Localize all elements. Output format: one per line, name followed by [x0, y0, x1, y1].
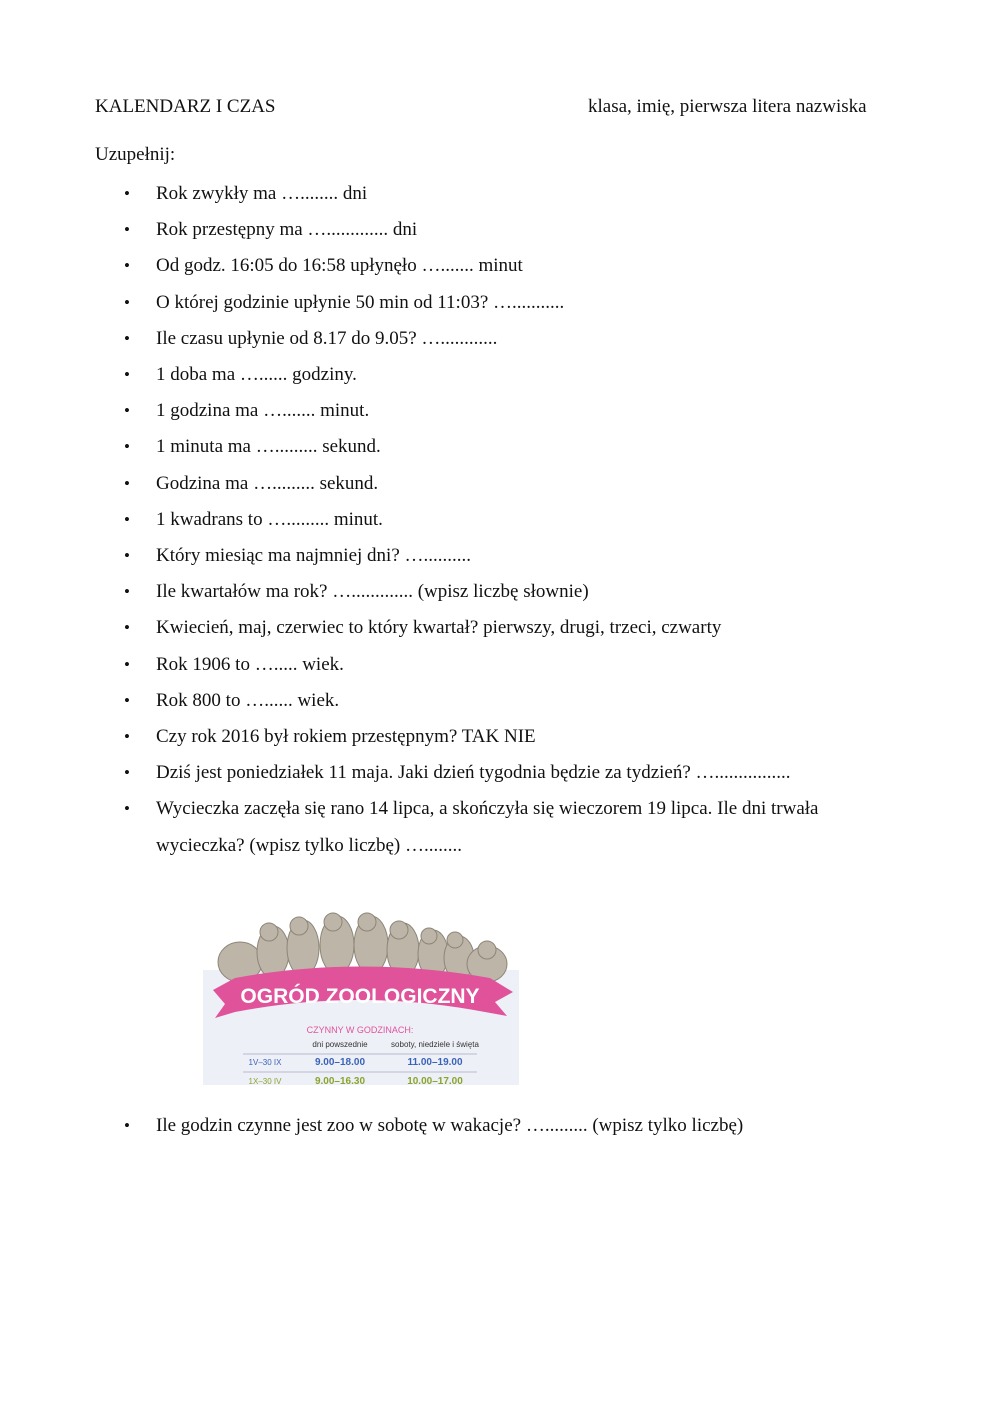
- hours-summer-weekdays: 9.00–18.00: [314, 1057, 366, 1068]
- bullet-icon: •: [124, 1116, 130, 1135]
- task-text: O której godzinie upłynie 50 min od 11:03? …...........: [156, 291, 565, 313]
- hours-subtitle: CZYNNY W GODZINACH:: [306, 1025, 414, 1035]
- task-item: [0, 357, 1000, 393]
- instruction-text: Uzupełnij:: [95, 144, 176, 165]
- bullet-icon: •: [124, 799, 130, 819]
- task-item: [0, 538, 1000, 574]
- bullet-icon: •: [124, 292, 130, 312]
- bullet-icon: •: [124, 328, 130, 348]
- task-text: 1 kwadrans to …......... minut.: [156, 508, 383, 530]
- bullet-icon: •: [124, 546, 130, 566]
- weekends-header: soboty, niedziele i święta: [391, 1040, 479, 1049]
- zoo-opening-hours-image: [195, 900, 525, 1090]
- final-task-list: [0, 1108, 1000, 1144]
- task-text: 1 doba ma …...... godziny.: [156, 364, 357, 386]
- task-text: Godzina ma …......... sekund.: [156, 472, 379, 494]
- task-text: 1 minuta ma …......... sekund.: [156, 436, 381, 458]
- bullet-icon: •: [124, 365, 130, 385]
- task-item: [0, 1108, 1000, 1144]
- bullet-icon: •: [124, 220, 130, 240]
- task-text: Wycieczka zaczęła się rano 14 lipca, a skończyła się wieczorem 19 lipca. Ile dni trwała wycieczka? (wpisz tylko liczbę) …........: [156, 798, 819, 856]
- task-text: Od godz. 16:05 do 16:58 upłynęło …....... minut: [156, 255, 523, 277]
- task-text: Dziś jest poniedziałek 11 maja. Jaki dzień tygodnia będzie za tydzień? …................: [156, 762, 791, 784]
- task-item: [0, 610, 1000, 646]
- worksheet-title: KALENDARZ I CZAS: [95, 96, 276, 117]
- bullet-icon: •: [124, 509, 130, 529]
- task-item: [0, 647, 1000, 683]
- task-item: [0, 466, 1000, 502]
- task-list: [0, 176, 1000, 864]
- task-item: [0, 285, 1000, 321]
- task-text: Rok przestępny ma …............. dni: [156, 219, 418, 241]
- task-item: [0, 502, 1000, 538]
- task-text: Który miesiąc ma najmniej dni? …..........: [156, 545, 472, 567]
- bullet-icon: •: [124, 473, 130, 493]
- student-name-field-label: klasa, imię, pierwsza litera nazwiska: [588, 96, 867, 117]
- bullet-icon: •: [124, 727, 130, 747]
- bullet-icon: •: [124, 763, 130, 783]
- task-text: Ile kwartałów ma rok? …............. (wpisz liczbę słownie): [156, 581, 589, 603]
- bullet-icon: •: [124, 618, 130, 638]
- hours-winter-weekdays: 9.00–16.30: [314, 1076, 366, 1087]
- task-item: [0, 212, 1000, 248]
- weekdays-header: dni powszednie: [312, 1040, 368, 1049]
- bullet-icon: •: [124, 582, 130, 602]
- task-item: [0, 429, 1000, 465]
- task-text: Czy rok 2016 był rokiem przestępnym? TAK NIE: [156, 726, 536, 748]
- bullet-icon: •: [124, 437, 130, 457]
- task-text: Rok 1906 to …..... wiek.: [156, 653, 344, 675]
- task-item: [0, 755, 1000, 791]
- bullet-icon: •: [124, 654, 130, 674]
- task-item: [0, 574, 1000, 610]
- task-text: Rok 800 to …...... wiek.: [156, 689, 340, 711]
- bullet-icon: •: [124, 690, 130, 710]
- bullet-icon: •: [124, 256, 130, 276]
- period-summer: 1V–30 IX: [248, 1058, 282, 1067]
- hours-summer-weekends: 11.00–19.00: [407, 1057, 463, 1068]
- task-item: [0, 719, 1000, 755]
- banner-title: OGRÓD ZOOLOGICZNY: [240, 985, 480, 1008]
- zoo-sign-graphic: [195, 900, 525, 1090]
- task-text: 1 godzina ma …....... minut.: [156, 400, 370, 422]
- task-text: Rok zwykły ma …........ dni: [156, 183, 368, 204]
- task-item: [0, 683, 1000, 719]
- task-item: [0, 248, 1000, 284]
- task-item: [0, 176, 1000, 212]
- task-text: Kwiecień, maj, czerwiec to który kwartał? pierwszy, drugi, trzeci, czwarty: [156, 617, 722, 639]
- task-item: [0, 791, 1000, 863]
- bullet-icon: •: [124, 184, 130, 203]
- task-text: Ile czasu upłynie od 8.17 do 9.05? …............: [156, 327, 498, 349]
- period-winter: 1X–30 IV: [248, 1077, 282, 1086]
- task-item: [0, 393, 1000, 429]
- hours-winter-weekends: 10.00–17.00: [407, 1076, 463, 1087]
- task-text: Ile godzin czynne jest zoo w sobotę w wakacje? …......... (wpisz tylko liczbę): [156, 1115, 744, 1136]
- bullet-icon: •: [124, 401, 130, 421]
- task-item: [0, 321, 1000, 357]
